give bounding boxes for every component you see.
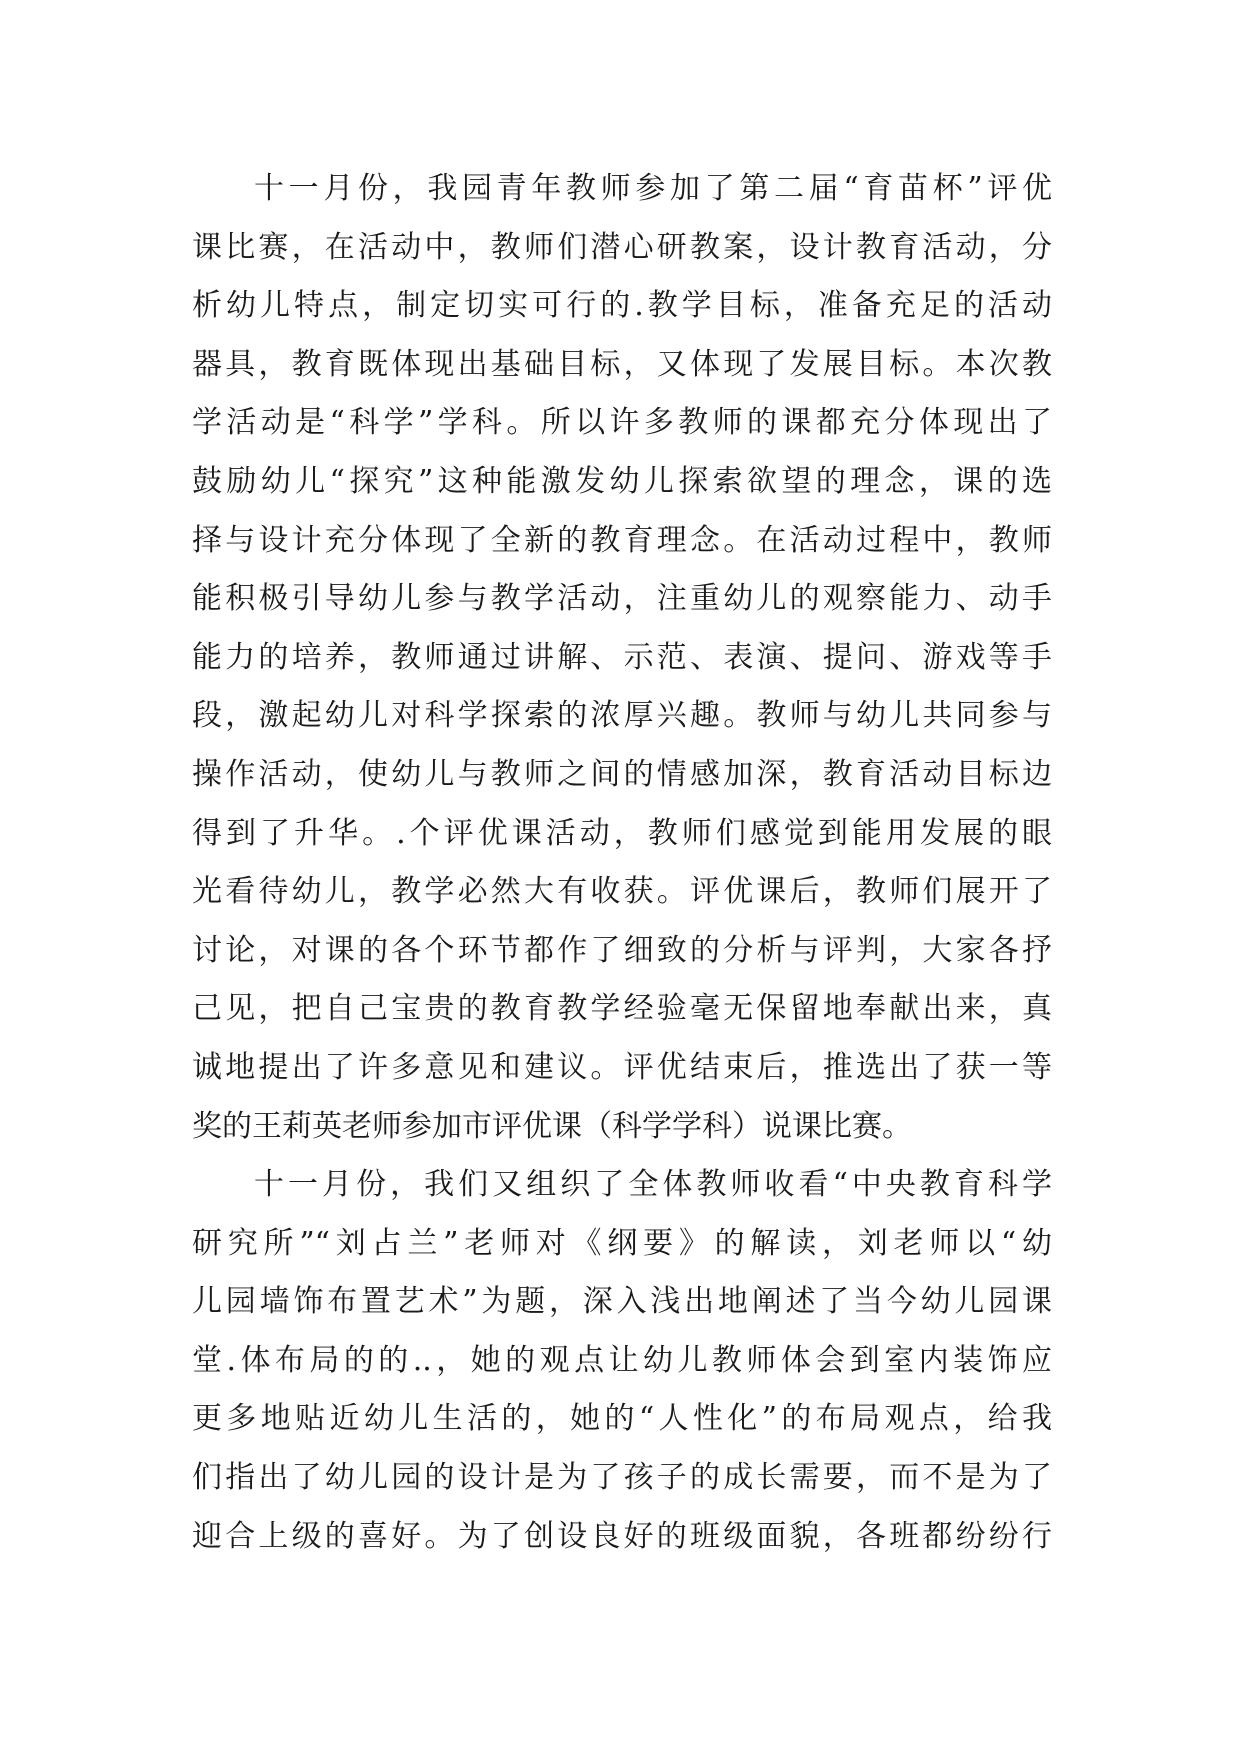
paragraph-line: 器具，教育既体现出基础目标，又体现了发展目标。本次教 [192,346,1052,382]
paragraph-line: 更多地贴近幼儿生活的，她的“人性化”的布局观点，给我 [192,1401,1052,1437]
paragraph-line: 课比赛，在活动中，教师们潜心研教案，设计教育活动，分 [192,229,1052,265]
paragraph-2 [192,1156,1052,1566]
paragraph-line: 能力的培养，教师通过讲解、示范、表演、提问、游戏等手 [192,639,1052,675]
paragraph-line: 学活动是“科学”学科。所以许多教师的课都充分体现出了 [192,405,1052,441]
paragraph-line: 鼓励幼儿“探究”这种能激发幼儿探索欲望的理念，课的选 [192,463,1052,499]
document-body [192,160,1052,1566]
paragraph-line: 们指出了幼儿园的设计是为了孩子的成长需要，而不是为了 [192,1460,1052,1496]
paragraph-line: 十一月份，我们又组织了全体教师收看“中央教育科学 [254,1167,1052,1203]
paragraph-line: 堂.体布局的的..，她的观点让幼儿教师体会到室内装饰应 [192,1342,1052,1378]
paragraph-line: 析幼儿特点，制定切实可行的.教学目标，准备充足的活动 [192,288,1052,324]
paragraph-line: 奖的王莉英老师参加市评优课（科学学科）说课比赛。 [192,1108,912,1144]
paragraph-line: 儿园墙饰布置艺术”为题，深入浅出地阐述了当今幼儿园课 [192,1284,1052,1320]
paragraph-line: 十一月份，我园青年教师参加了第二届“育苗杯”评优 [254,171,1052,206]
paragraph-line: 得到了升华。.个评优课活动，教师们感觉到能用发展的眼 [192,815,1052,851]
paragraph-line: 光看待幼儿，教学必然大有收获。评优课后，教师们展开了 [192,874,1052,910]
paragraph-line: 己见，把自己宝贵的教育教学经验毫无保留地奉献出来，真 [192,991,1052,1027]
paragraph-line: 诚地提出了许多意见和建议。评优结束后，推选出了获一等 [192,1049,1052,1085]
paragraph-line: 研究所”“刘占兰”老师对《纲要》的解读，刘老师以“幼 [192,1225,1052,1261]
paragraph-line: 择与设计充分体现了全新的教育理念。在活动过程中，教师 [192,522,1052,558]
paragraph-line: 迎合上级的喜好。为了创设良好的班级面貌，各班都纷纷行 [192,1518,1052,1554]
paragraph-line: 能积极引导幼儿参与教学活动，注重幼儿的观察能力、动手 [192,581,1052,617]
paragraph-1 [192,160,1052,1156]
paragraph-line: 讨论，对课的各个环节都作了细致的分析与评判，大家各抒 [192,932,1052,968]
paragraph-line: 操作活动，使幼儿与教师之间的情感加深，教育活动目标边 [192,756,1052,792]
paragraph-line: 段，激起幼儿对科学探索的浓厚兴趣。教师与幼儿共同参与 [192,698,1052,734]
